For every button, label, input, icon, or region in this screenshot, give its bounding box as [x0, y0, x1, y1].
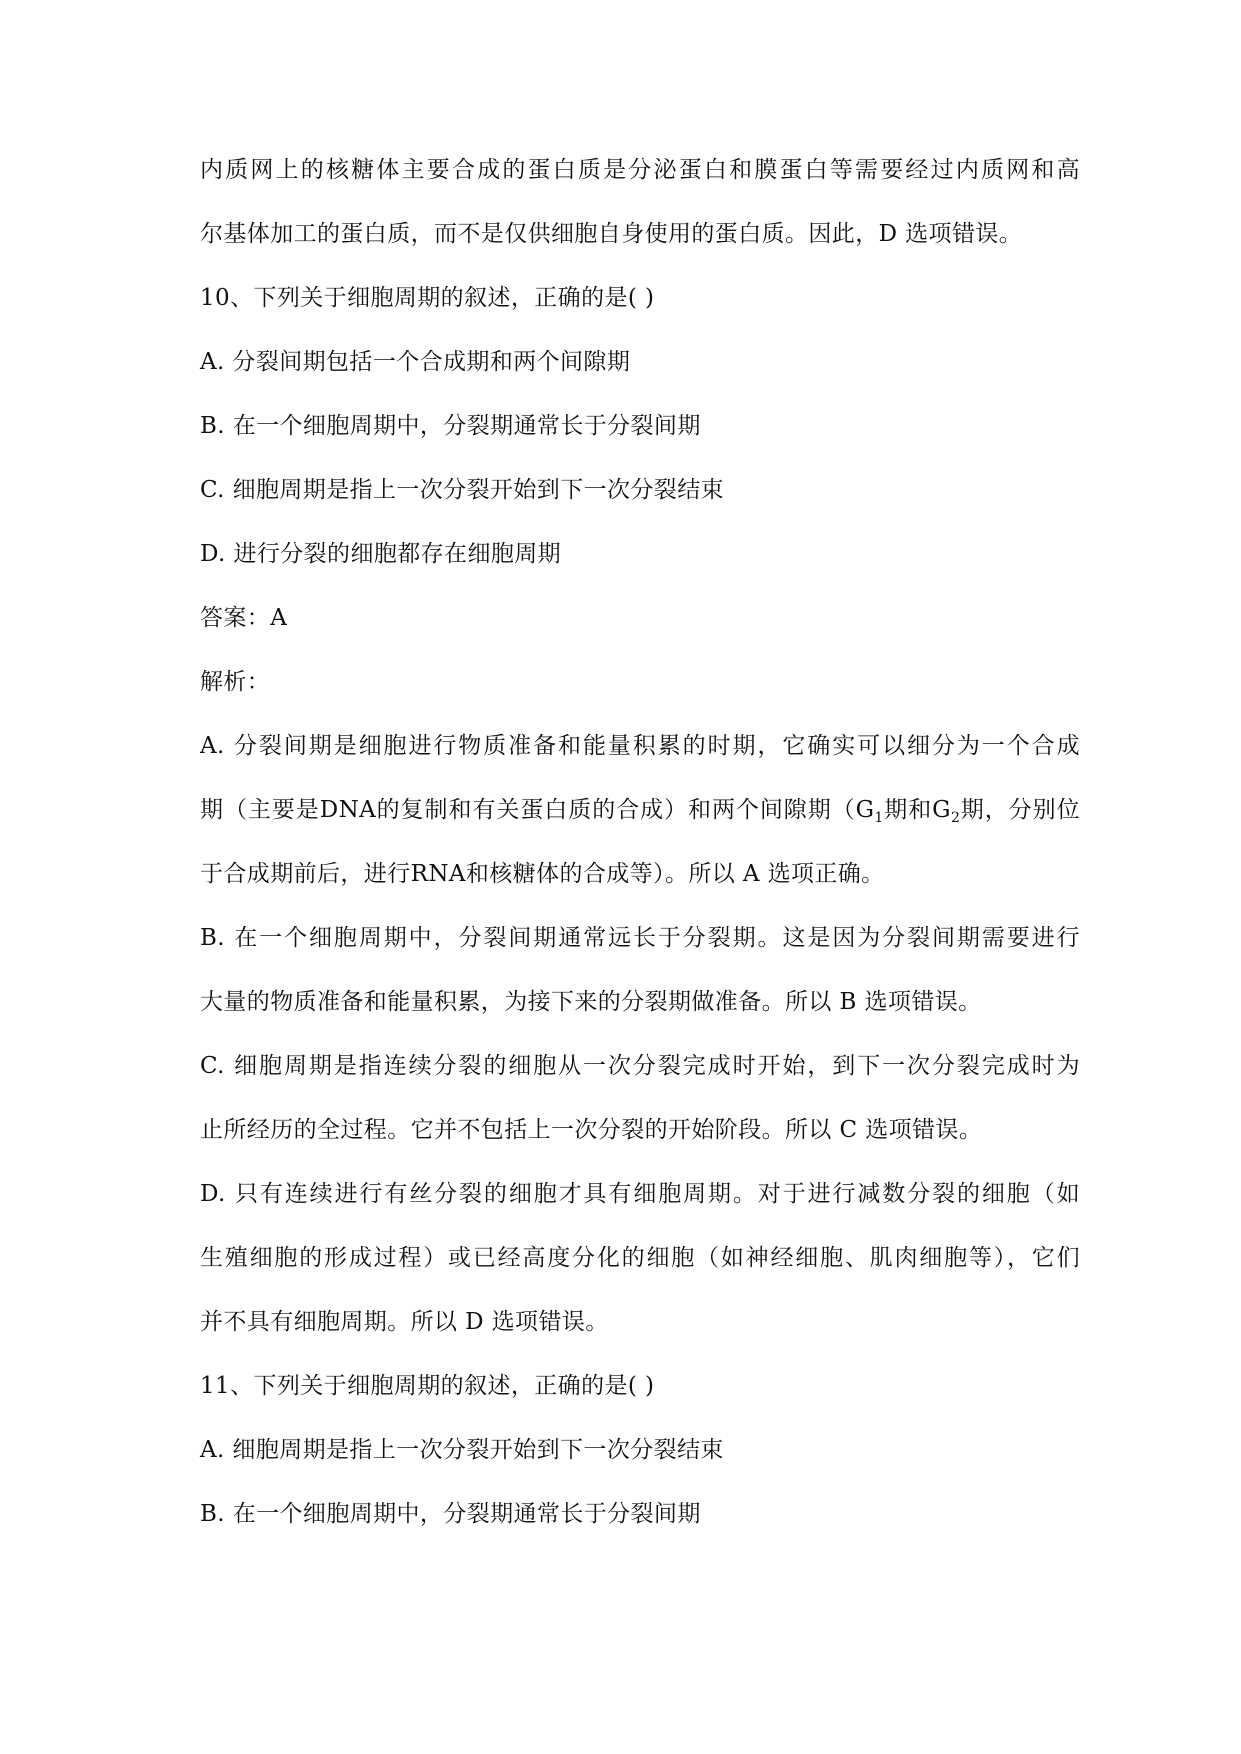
question-10-analysis-label: 解析： — [200, 669, 271, 695]
analysis-b-line-1: B. 在一个细胞周期中，分裂间期通常远长于分裂期。这是因为分裂间期需要进行 — [200, 925, 1080, 951]
analysis-a-line-3: 于合成期前后，进行RNA和核糖体的合成等）。所以 A 选项正确。 — [200, 861, 885, 887]
question-11-stem: 11、下列关于细胞周期的叙述，正确的是( ) — [200, 1373, 655, 1399]
question-10-stem: 10、下列关于细胞周期的叙述，正确的是( ) — [200, 285, 655, 311]
g1-subscript: 1 — [874, 810, 884, 826]
g2-subscript: 2 — [950, 810, 961, 826]
analysis-d-line-2: 生殖细胞的形成过程）或已经高度分化的细胞（如神经细胞、肌肉细胞等），它们 — [200, 1245, 1080, 1271]
question-10-answer: 答案：A — [200, 605, 288, 631]
analysis-c-line-2: 止所经历的全过程。它并不包括上一次分裂的开始阶段。所以 C 选项错误。 — [200, 1117, 983, 1143]
document-body — [200, 138, 1080, 1546]
question-11-option-b: B. 在一个细胞周期中，分裂期通常长于分裂间期 — [200, 1501, 701, 1527]
prev-explanation-line-2: 尔基体加工的蛋白质，而不是仅供细胞自身使用的蛋白质。因此，D 选项错误。 — [200, 221, 1023, 247]
analysis-a-line-2-pre: 期（主要是DNA的复制和有关蛋白质的合成）和两个间隙期（G — [200, 797, 875, 823]
analysis-d-line-3: 并不具有细胞周期。所以 D 选项错误。 — [200, 1309, 609, 1335]
analysis-a-line-1: A. 分裂间期是细胞进行物质准备和能量积累的时期，它确实可以细分为一个合成 — [200, 733, 1080, 759]
question-10-option-b: B. 在一个细胞周期中，分裂期通常长于分裂间期 — [200, 413, 701, 439]
question-11-option-a: A. 细胞周期是指上一次分裂开始到下一次分裂结束 — [200, 1437, 724, 1463]
analysis-a-line-2 — [200, 778, 1080, 842]
analysis-d-line-1: D. 只有连续进行有丝分裂的细胞才具有细胞周期。对于进行减数分裂的细胞（如 — [200, 1181, 1080, 1207]
analysis-a-line-2-mid: 期和G — [883, 797, 951, 823]
question-10-option-d: D. 进行分裂的细胞都存在细胞周期 — [200, 541, 562, 567]
analysis-b-line-2: 大量的物质准备和能量积累，为接下来的分裂期做准备。所以 B 选项错误。 — [200, 989, 982, 1015]
prev-explanation-line-1: 内质网上的核糖体主要合成的蛋白质是分泌蛋白和膜蛋白等需要经过内质网和高 — [200, 157, 1080, 183]
analysis-c-line-1: C. 细胞周期是指连续分裂的细胞从一次分裂完成时开始，到下一次分裂完成时为 — [200, 1053, 1080, 1079]
question-10-option-a: A. 分裂间期包括一个合成期和两个间隙期 — [200, 349, 631, 375]
analysis-a-line-2-post: 期，分别位 — [960, 797, 1080, 823]
question-10-option-c: C. 细胞周期是指上一次分裂开始到下一次分裂结束 — [200, 477, 725, 503]
